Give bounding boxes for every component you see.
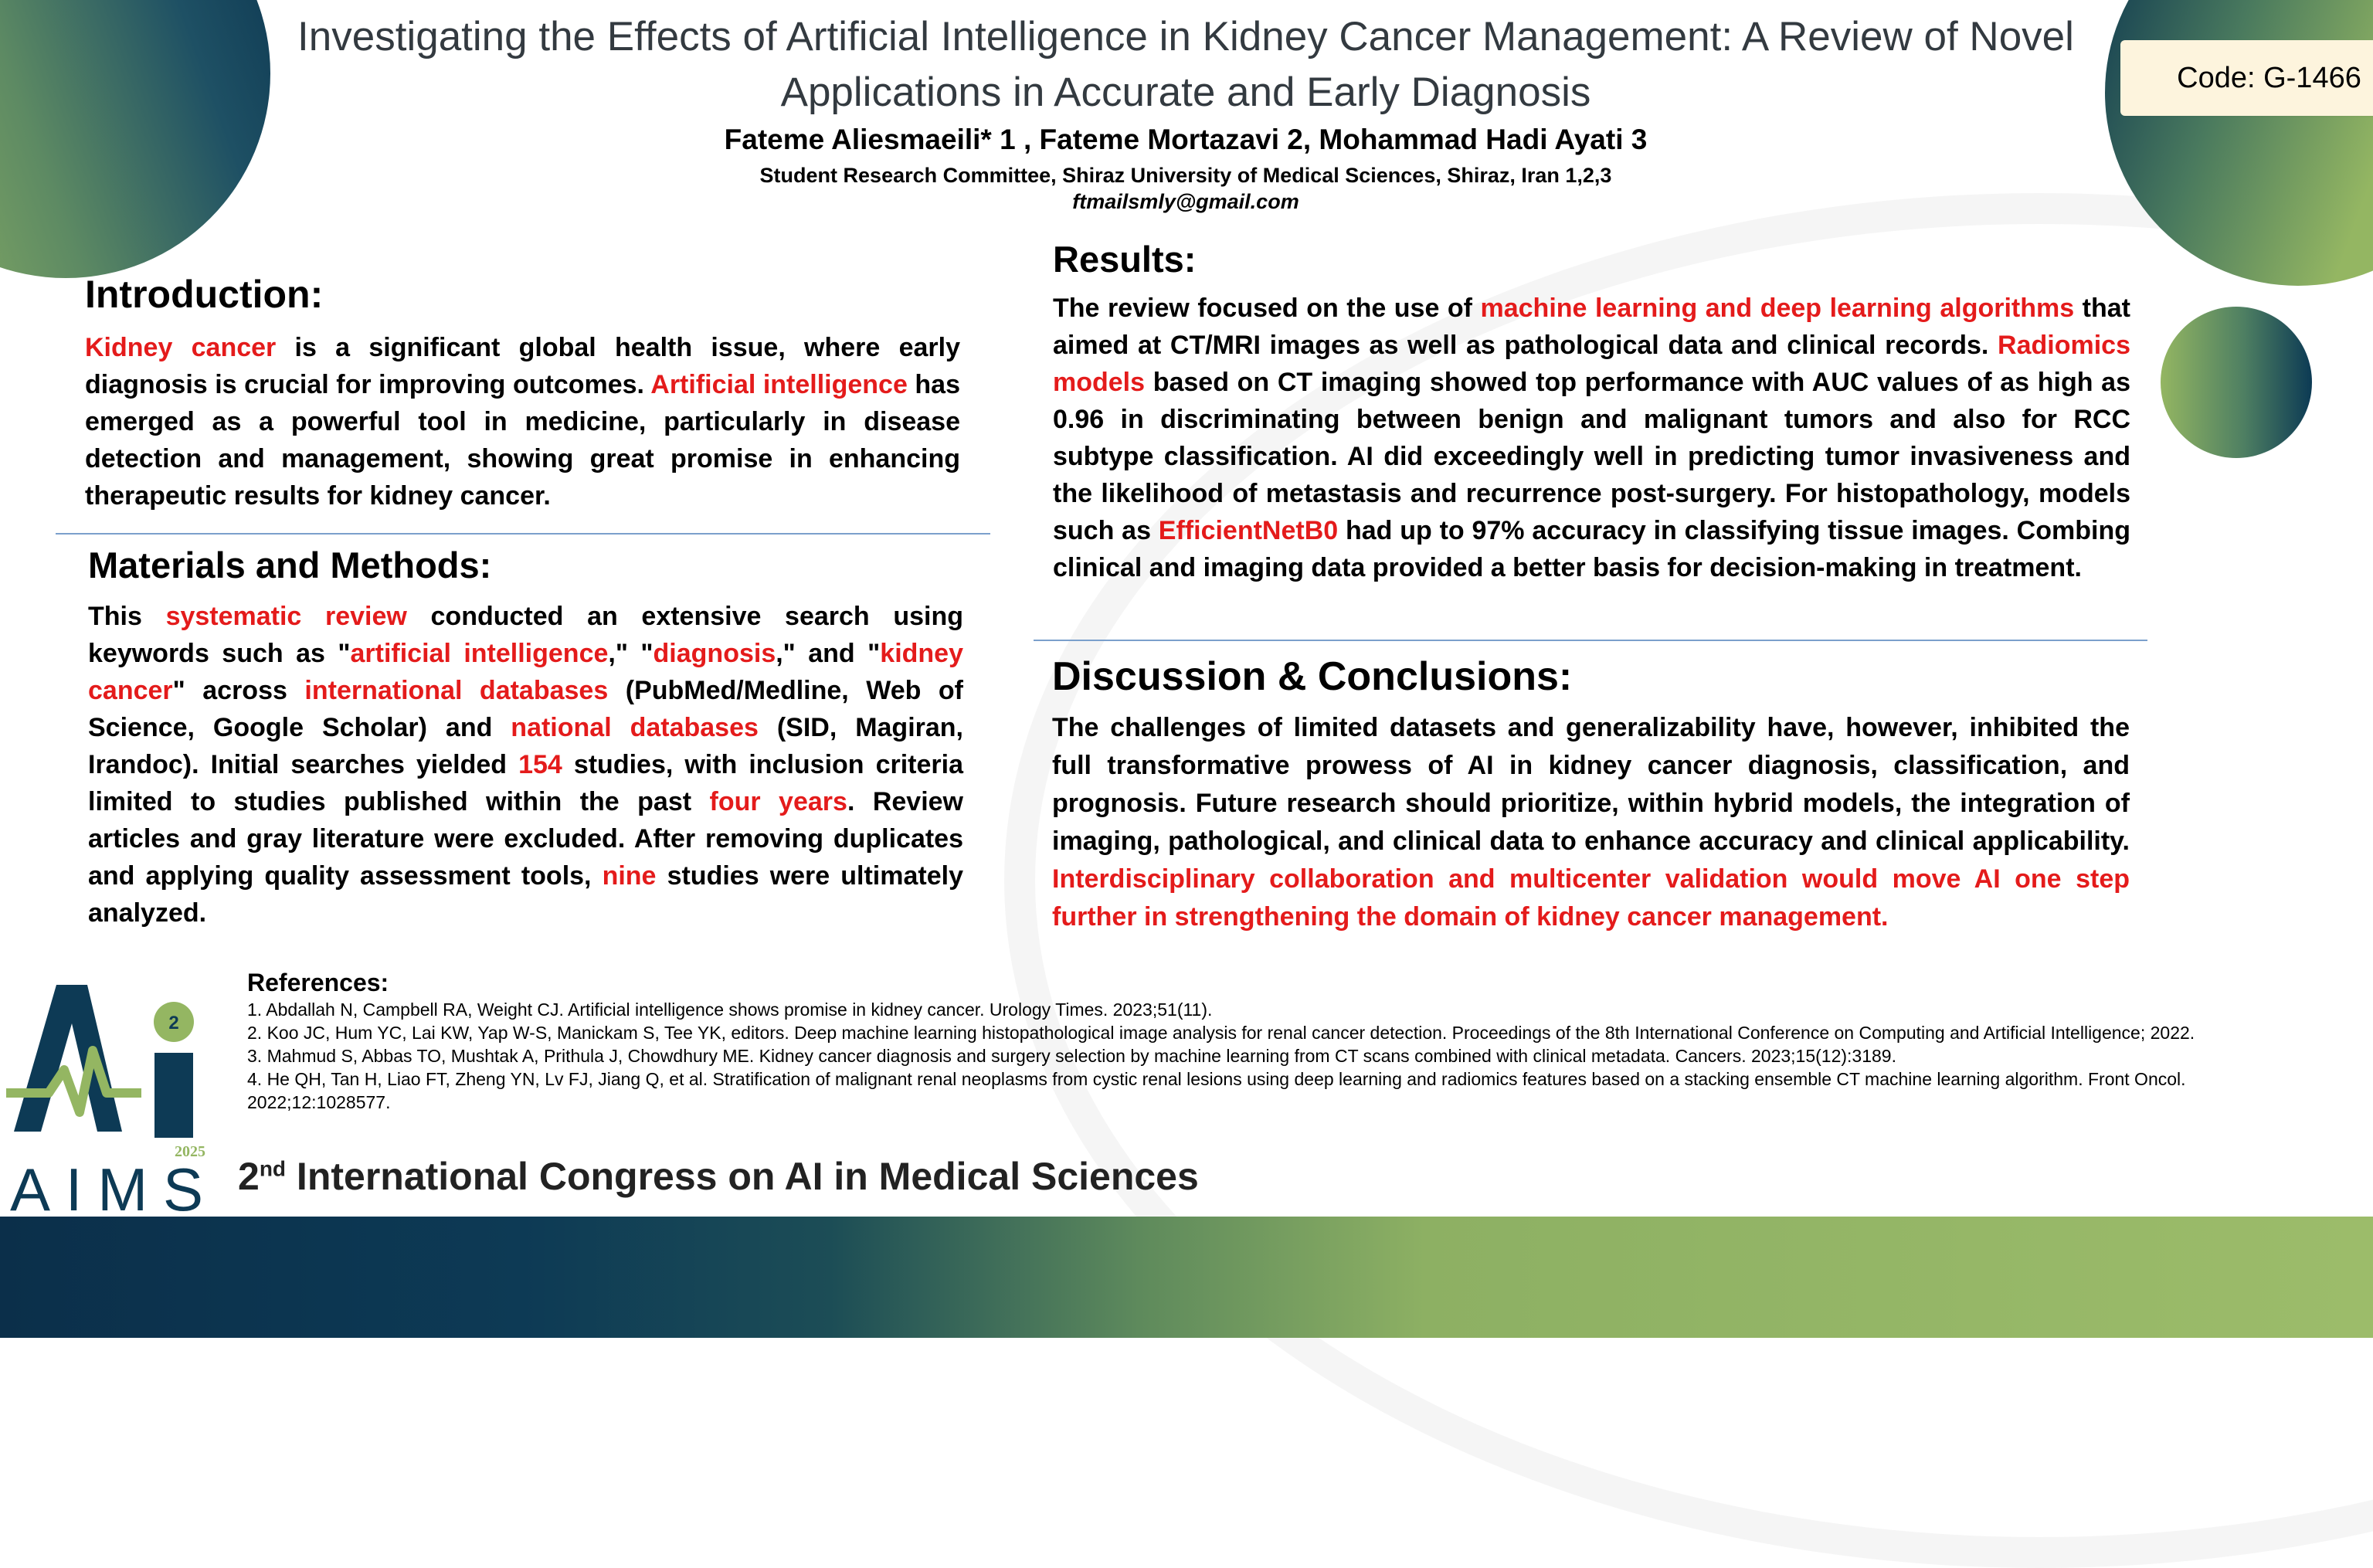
highlighted-term: nine <box>602 861 657 891</box>
paragraph-text: ," " <box>608 639 654 668</box>
methods-text <box>88 598 963 932</box>
paragraph-text: is a significant global health issue, where early diagnosis is crucial for improving outcomes. <box>85 333 960 399</box>
highlighted-term: national databases <box>511 713 759 742</box>
paragraph-text: (SID, Magiran, Irandoc). Initial searches yielded <box>88 713 963 779</box>
decorative-circle-right <box>2161 307 2312 458</box>
congress-ordinal: 2 <box>238 1155 260 1198</box>
highlighted-term: four years <box>709 787 847 816</box>
logo-i-stem <box>154 1053 193 1138</box>
paragraph-text: " across <box>172 676 305 705</box>
code-badge <box>2120 40 2373 116</box>
poster-title: Investigating the Effects of Artificial Intelligence in Kidney Cancer Management: A Review of Novel Applications in Accurate and Early Diagnosis <box>297 14 2074 115</box>
logo-word: AIMS <box>10 1156 203 1217</box>
reference-item-2: 2. Koo JC, Hum YC, Lai KW, Yap W-S, Manickam S, Tee YK, editors. Deep machine learning histopathological image analysis for renal cancer detection. Proceedings of the 8th International Conference on Computing and Artificial Intelligence; 2022. <box>247 1023 2195 1043</box>
footer-band <box>0 1217 2373 1338</box>
highlighted-term: Radiomics models <box>1053 331 2130 397</box>
paragraph-text: based on CT imaging showed top performance with AUC values of as high as 0.96 in discriminating between benign and malignant tumors and also for RCC subtype classification. AI did exceedingly well in predicting tumor invasiveness and the likelihood of metastasis and recurrence post-surgery. For histopathology, models such as <box>1053 368 2130 545</box>
aims-logo <box>6 977 207 1217</box>
highlighted-term: international databases <box>304 676 609 705</box>
congress-ordinal-suffix: nd <box>259 1156 287 1181</box>
highlighted-term: diagnosis <box>653 639 776 668</box>
highlighted-term: Artificial intelligence <box>650 370 908 399</box>
results-heading: Results: <box>1053 239 1197 280</box>
discussion-text <box>1052 709 2130 936</box>
divider-right-1 <box>1034 640 2147 641</box>
divider-left-1 <box>56 533 990 535</box>
reference-item-3: 3. Mahmud S, Abbas TO, Mushtak A, Prithula J, Chowdhury ME. Kidney cancer diagnosis and surgery selection by machine learning from CT scans combined with clinical metadata. Cancers. 2023;15(12):3189. <box>247 1046 1896 1066</box>
highlighted-term: kidney cancer <box>88 639 963 705</box>
logo-a-shape <box>14 985 122 1132</box>
paragraph-text: studies were ultimately analyzed. <box>88 861 963 928</box>
paragraph-text: . Review articles and gray literature were excluded. After removing duplicates and applying quality assessment tools, <box>88 787 964 891</box>
introduction-text <box>85 329 960 514</box>
paragraph-text: conducted an extensive search using keywords such as " <box>88 602 964 668</box>
highlighted-term: EfficientNetB0 <box>1158 516 1339 545</box>
references <box>247 967 2302 1114</box>
authors: Fateme Aliesmaeili* 1 , Fateme Mortazavi 2, Mohammad Hadi Ayati 3 <box>724 124 1648 155</box>
paragraph-text: has emerged as a powerful tool in medicine, particularly in disease detection and management, showing great promise in enhancing therapeutic results for kidney cancer. <box>85 370 960 511</box>
decorative-circle-top-left <box>0 0 270 278</box>
introduction-heading: Introduction: <box>85 273 324 316</box>
highlighted-term: systematic review <box>165 602 407 631</box>
reference-item-1: 1. Abdallah N, Campbell RA, Weight CJ. Artificial intelligence shows promise in kidney cancer. Urology Times. 2023;51(11). <box>247 1000 1213 1020</box>
reference-item-4: 4. He QH, Tan H, Liao FT, Zheng YN, Lv FJ, Jiang Q, et al. Stratification of malignant renal neoplasms from cystic renal lesions using deep learning and radiomics features based on a stacking ensemble CT machine learning algorithm. Front Oncol. 2022;12:1028577. <box>247 1069 2186 1112</box>
paragraph-text: This <box>88 602 166 631</box>
paragraph-text: The challenges of limited datasets and generalizability have, however, inhibited the full transformative prowess of AI in kidney cancer diagnosis, classification, and prognosis. Future research should prioritize, within hybrid models, the integration of imaging, pathological, and clinical data to enhance accuracy and clinical applicability. <box>1052 713 2130 856</box>
paragraph-text: ," and " <box>776 639 881 668</box>
paragraph-text: studies, with inclusion criteria limited to studies published within the past <box>88 750 963 816</box>
highlighted-term: Kidney cancer <box>85 333 277 362</box>
highlighted-term: Interdisciplinary collaboration and multicenter validation would move AI one step further in strengthening the domain of kidney cancer management. <box>1052 864 2130 932</box>
highlighted-term: machine learning and deep learning algorithms <box>1480 294 2075 323</box>
paragraph-text: The review focused on the use of <box>1053 294 1481 323</box>
logo-year: 2025 <box>175 1143 205 1160</box>
congress-title: International Congress on AI in Medical Sciences <box>286 1155 1199 1198</box>
references-heading: References: <box>247 969 389 996</box>
logo-robot-badge: 2 <box>168 1013 179 1033</box>
methods-heading: Materials and Methods: <box>88 545 492 585</box>
discussion-heading: Discussion & Conclusions: <box>1052 654 1573 699</box>
highlighted-term: artificial intelligence <box>350 639 609 668</box>
affiliation: Student Research Committee, Shiraz University of Medical Sciences, Shiraz, Iran 1,2,3 <box>759 164 1612 187</box>
paragraph-text: had up to 97% accuracy in classifying tissue images. Combing clinical and imaging data provided a better basis for decision-making in treatment. <box>1053 516 2130 582</box>
highlighted-term: 154 <box>518 750 562 779</box>
congress-name <box>238 1154 1199 1199</box>
results-text <box>1053 290 2130 586</box>
paragraph-text: that aimed at CT/MRI images as well as pathological data and clinical records. <box>1053 294 2130 360</box>
paragraph-text: (PubMed/Medline, Web of Science, Google Scholar) and <box>88 676 963 742</box>
contact-email: ftmailsmly@gmail.com <box>1072 190 1299 213</box>
code-label: Code: G-1466 <box>2177 61 2361 94</box>
